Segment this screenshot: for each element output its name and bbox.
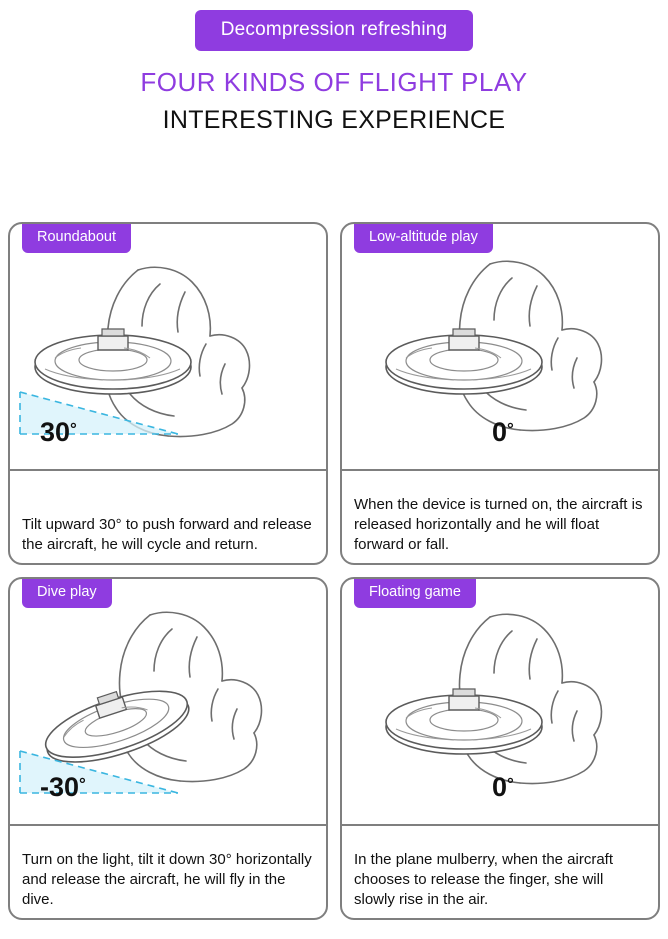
card-badge-roundabout: Roundabout <box>22 222 131 253</box>
angle-value: 30 <box>40 417 71 447</box>
card-dive-play <box>8 577 328 920</box>
card-caption-floating-game: In the plane mulberry, when the aircraft chooses to release the finger, she will slowly rise in the air. <box>354 851 614 909</box>
angle-value: -30 <box>40 772 80 802</box>
angle-value: 0 <box>492 417 508 447</box>
degree-symbol: ° <box>507 419 514 439</box>
illustration-roundabout <box>10 224 326 464</box>
card-low-altitude-play <box>340 222 660 565</box>
degree-symbol: ° <box>70 419 77 439</box>
flight-play-card-grid <box>8 222 660 920</box>
card-caption-dive-play: Turn on the light, tilt it down 30° horizontally and release the aircraft, he will fly in the dive. <box>22 851 312 909</box>
card-divider <box>342 824 658 826</box>
header-badge: Decompression refreshing <box>195 10 474 51</box>
degree-symbol: ° <box>79 774 86 794</box>
card-badge-low-altitude-play: Low-altitude play <box>354 222 493 253</box>
card-caption-roundabout: Tilt upward 30° to push forward and release the aircraft, he will cycle and return. <box>22 516 312 554</box>
card-divider <box>342 469 658 471</box>
header <box>0 0 668 135</box>
page-title: FOUR KINDS OF FLIGHT PLAY <box>140 67 528 97</box>
degree-symbol: ° <box>507 774 514 794</box>
illustration-dive-play <box>10 579 326 819</box>
card-divider <box>10 469 326 471</box>
illustration-low-altitude-play <box>342 224 658 464</box>
angle-value: 0 <box>492 772 508 802</box>
card-divider <box>10 824 326 826</box>
angle-label-dive-play <box>40 772 86 803</box>
page-subtitle: INTERESTING EXPERIENCE <box>162 106 506 134</box>
angle-label-low-altitude-play <box>492 417 514 448</box>
card-badge-dive-play: Dive play <box>22 577 112 608</box>
card-caption-low-altitude-play: When the device is turned on, the aircraft is released horizontally and he will float forward or fall. <box>354 496 643 554</box>
card-floating-game <box>340 577 660 920</box>
card-badge-floating-game: Floating game <box>354 577 476 608</box>
card-roundabout <box>8 222 328 565</box>
illustration-floating-game <box>342 579 658 819</box>
angle-label-floating-game <box>492 772 514 803</box>
angle-label-roundabout <box>40 417 77 448</box>
